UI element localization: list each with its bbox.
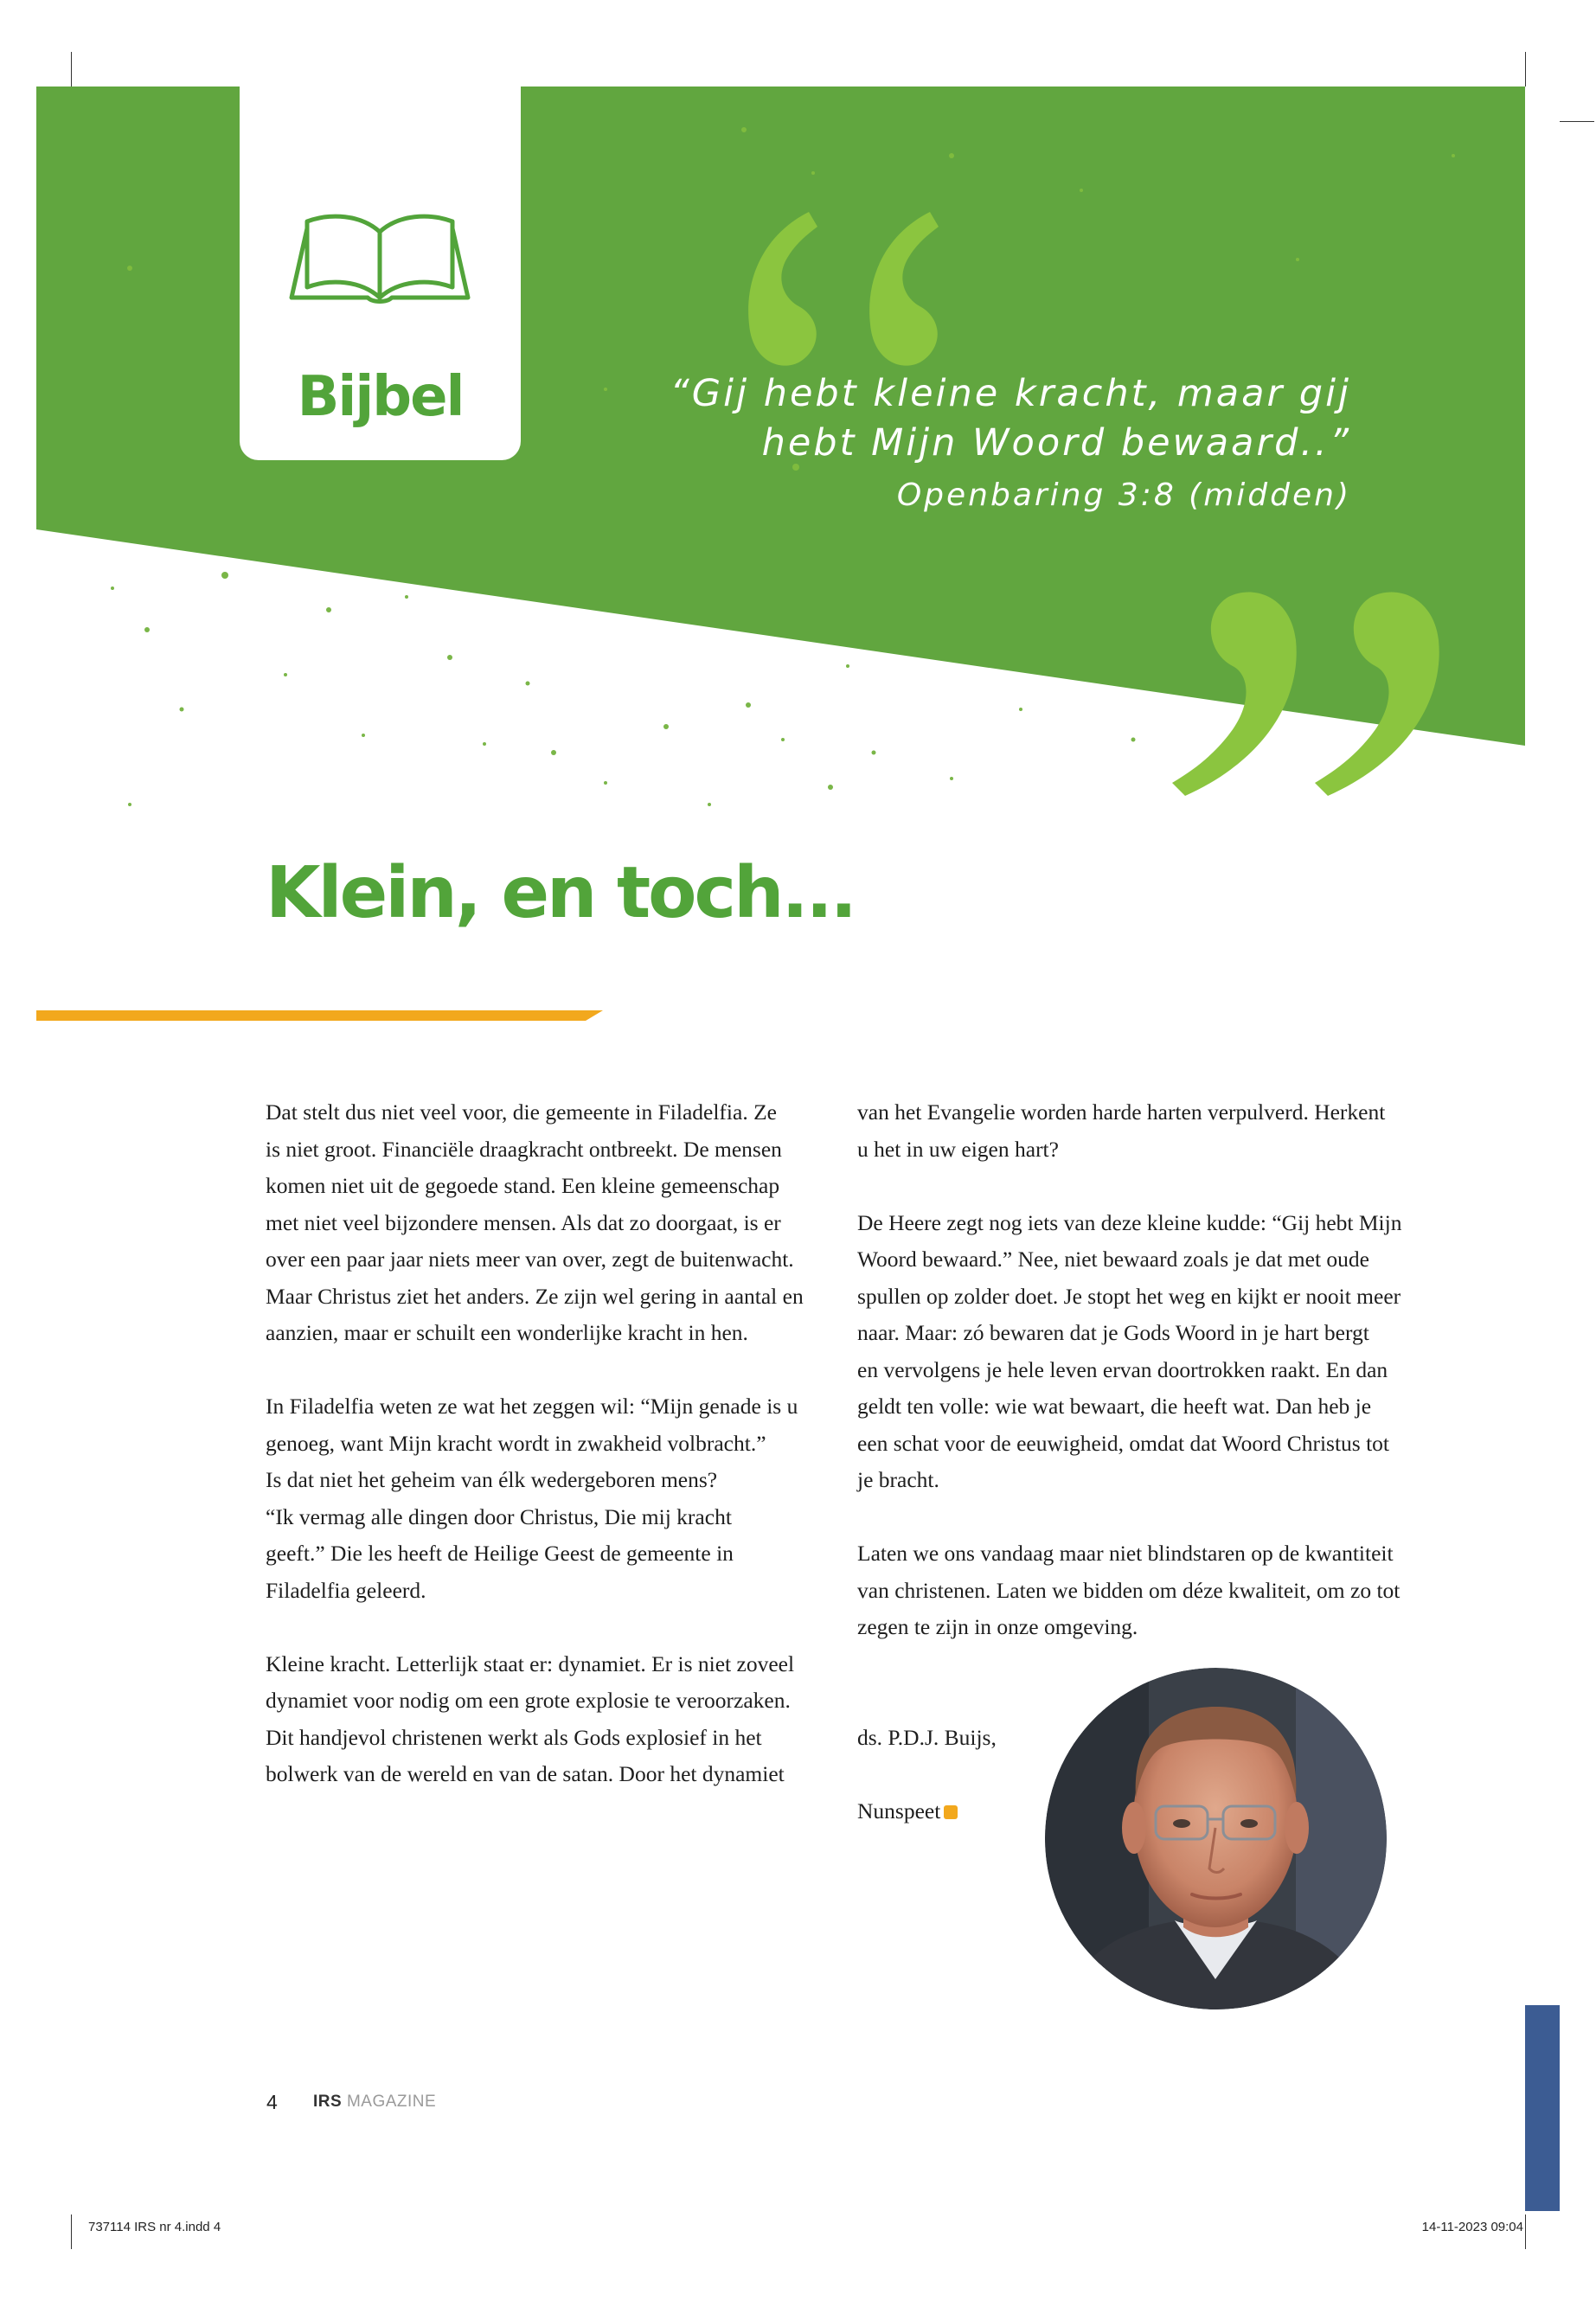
print-slug-date: 14-11-2023 09:04 [1421, 2220, 1523, 2234]
bible-quote-line-2: hebt Mijn Woord bewaard..” [761, 421, 1351, 465]
section-label: Bijbel [297, 365, 464, 429]
author-name: ds. P.D.J. Buijs, [857, 1724, 997, 1750]
magazine-brand [313, 2093, 436, 2112]
crop-mark [1525, 2214, 1526, 2249]
article-paragraph: De Heere zegt nog iets van deze kleine kudde: “Gij hebt Mijn Woord bewaard.” Nee, niet bewaard zoals je dat met oude spullen op zolder doet. Je stopt het weg en kijkt er nooit meer naar. Maar: zó bewaren dat je Gods Woord in je hart bergt en vervolgens je hele leven ervan doortrokken raakt. En dan geldt ten volle: wie wat bewaart, die heeft wat. Dan heb je een schat voor de eeuwigheid, omdat dat Woord Christus tot je bracht. [857, 1209, 1402, 1492]
page-title: Klein, en toch... [266, 852, 855, 934]
article-paragraph: Laten we ons vandaag maar niet blindstaren op de kwantiteit van christenen. Laten we bidden om déze kwaliteit, om zo tot zegen te zijn in onze omgeving. [857, 1541, 1401, 1639]
crop-mark [71, 2214, 72, 2249]
open-book-icon [283, 208, 478, 311]
page-number: 4 [266, 2091, 278, 2113]
article-column-left [266, 1094, 819, 1793]
title-underline [36, 1010, 603, 1021]
bible-quote-line-1: “Gij hebt kleine kracht, maar gij [670, 372, 1351, 415]
end-mark-icon [944, 1805, 958, 1819]
brand-light: MAGAZINE [346, 2093, 437, 2111]
author-location: Nunspeet [857, 1798, 941, 1823]
article-paragraph: Kleine kracht. Letterlijk staat er: dynamiet. Er is niet zoveel dynamiet voor nodig om een grote explosie te veroorzaken. Dit handjevol christenen werkt als Gods explosief in het bolwerk van de wereld en van de satan. Door het dynamiet [266, 1650, 795, 1786]
author-portrait [1045, 1668, 1387, 2009]
article-paragraph: Dat stelt dus niet veel voor, die gemeente in Filadelfia. Ze is niet groot. Financiële draagkracht ontbreekt. De mensen komen niet uit de gegoede stand. Een kleine gemeenschap met niet veel bijzondere mensen. Als dat zo doorgaat, is er over een paar jaar niets meer van over, zegt de buitenwacht. Maar Christus ziet het anders. Ze zijn wel gering in aantal en aanzien, maar er schuilt een wonderlijke kracht in hen. [266, 1099, 804, 1345]
print-slug-file: 737114 IRS nr 4.indd 4 [88, 2220, 221, 2234]
bible-quote-reference: Openbaring 3:8 (midden) [896, 478, 1351, 513]
section-tab [240, 87, 521, 460]
brand-strong: IRS [313, 2093, 343, 2111]
article-paragraph: In Filadelfia weten ze wat het zeggen wil: “Mijn genade is u genoeg, want Mijn kracht wordt in zwakheid volbracht.” Is dat niet het geheim van élk wedergeboren mens? “Ik vermag alle dingen door Christus, Die mij kracht geeft.” Die les heeft de Heilige Geest de gemeente in Filadelfia geleerd. [266, 1394, 798, 1603]
side-tab [1525, 2005, 1560, 2211]
article-paragraph: van het Evangelie worden harde harten verpulverd. Herkent u het in uw eigen hart? [857, 1099, 1386, 1162]
